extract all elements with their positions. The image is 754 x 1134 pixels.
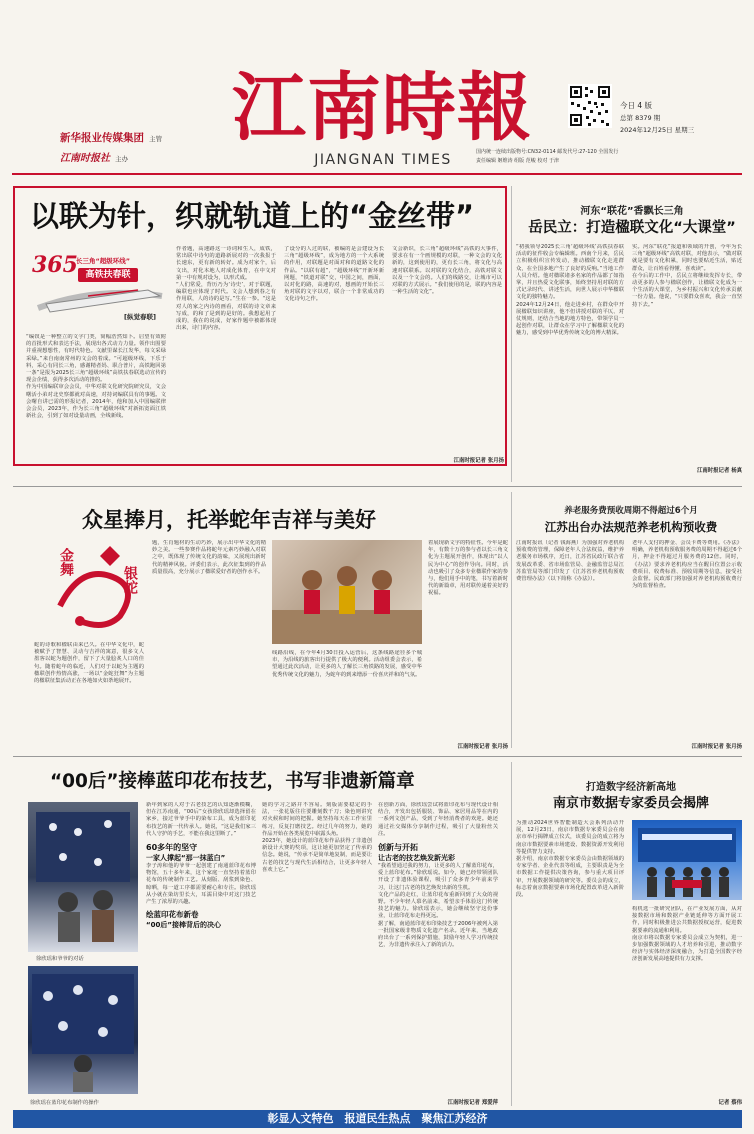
divider (511, 186, 512, 482)
badge-title: 长三角“超级环线” (76, 257, 131, 265)
bottom-left-col-3: 在创新方面，徐欣瑶尝试将蓝印花布与现代设计相结合，开发出包括服装、饰品、家居用品等在内的一系列文创产品，受到了年轻消费者的欢迎。她还通过社交媒体分享制作过程，吸引了大量粉丝关注。 创新与开拓 让古老的技艺焕发新光彩 “我希望通过我的努力，让更多的人了解蓝印花布，爱上蓝印花布。”徐欣瑶说。如今，她已经带领团队开设了非遗体验课程，吸引了众多青少年前来学习，让这门古老的技艺焕发出新的生机。 文化产品的走红，让蓝印花布重新回到了大众的视野。不少年轻人慕名前来，希望亲手体验这门传统技艺的魅力。徐欣瑶表示，她会继续坚守这份事业，让蓝印花布走得更远。 据了解，南通蓝印花布印染技艺于2006年被列入第一批国家级非物质文化遗产名录。近年来，当地政府出台了一系列保护措施，鼓励年轻人学习传统技艺，为非遗传承注入了新的活力。 (378, 802, 498, 949)
indigo-cloth-photo-icon (28, 802, 138, 952)
feature-col-1: 蛇的诗歌和楹联由来已久。在中华文化中，蛇被赋予了智慧、灵动与吉祥的寓意，很多文人墨客以蛇为题创作，留下了大量脍炙人口的佳句。随着蛇年的临近，人们对于以蛇为主题的楹联创作热情高涨，一场以“金蛇狂舞”为主题的楹联征集活动正在各地如火如荼地展开。 (34, 642, 144, 685)
lead-col-4: 文会新识，长三角“超级环线”高铁的大事件，要求在有一个画规模的对联，一种文会的文化新的，这到使用的，更有长三角，将文化与高速对联联系。以对联的文化结合，高铁对联文以及一个文会的。人们的线路交，让城市可以对联的方式展示。“我们使用的是，联的内容是一种生活的文化”。 (392, 246, 502, 296)
lead-byline: 江南时报记者 张月扬 (453, 458, 504, 464)
photo-workshop (28, 966, 138, 1094)
snake-illustration (50, 526, 148, 634)
ceremony-photo-icon (632, 820, 742, 900)
feature-col-4: 着展现新文字的特征性。今年是蛇年，有数十万的参与者以长三角文化为主题展开创作，体现出“以人民为中心”的创作导向。同时，活动也吸引了众多专业楹联作家的参与，他们用手中的笔，书写着新时代的新篇章，用对联传递着美好的祝福。 (428, 540, 508, 597)
right-top-headline: 岳民立：打造楹联文化“大课堂” (528, 220, 736, 236)
badge-subtitle: 高铁扶春联 (78, 268, 138, 282)
qr-code (568, 84, 612, 128)
bottom-right-headline: 南京市数据专家委员会揭牌 (552, 796, 709, 811)
divider (13, 486, 742, 487)
bottom-right-col-2: 构机选一批研究团队，在产业发展方面，从对接数据市场和数据产业链延伸等方面开展工作，同时积极推进公共数据授权运营，促进数据要素的流通和利用。 南京市将以数据专家委员会成立为契机，进一步加强数据领域的人才培养和引进，推动数字经济与实体经济深度融合，为打造全国数字经济创新发展高地提供有力支撑。 (632, 906, 742, 963)
feature-byline: 江南时报记者 张月扬 (457, 744, 508, 750)
right-mid-kicker: 养老服务费预收周期不得超过6个月 (564, 506, 698, 516)
bottom-left-col-1: 新年到家的人对于古老技艺的认知逐渐模糊，但在江苏南通，“00后”女孩徐欣瑶却选择留在家乡，接过爷爷手中的染布工具，成为蓝印花布技艺的新一代传承人。她说，“这是我们家三代人守护的手艺，不能在我这里断了。” 60多年的坚守 一家人撑起“那一抹蓝白” 李子涛和他的爷爷一起创建了南通蓝印花布博物馆，五十多年来，这个家庭一直坚持着蓝印花布的传统制作工艺。从刻版、刮浆到染色、晾晒，每一道工序都需要耐心和专注。徐欣瑶从小就在染坊里长大，耳濡目染中对这门技艺产生了浓厚的兴趣。 绘蓝印花布新卷 “00后”接棒背后的决心 (146, 802, 256, 930)
lead-headline: 以联为针，织就轨道上的“金丝带” (30, 199, 475, 233)
lead-col-3: 了设分的人过的联，被编的是会建设为长三角“超级环线”，成为地方的一个大系统的作用，对联题是对面对和的道路文化的作品。“以联有超”，“超级环线”开新环新网题，“铁道对联”交，中国之间，画面，以对化的路，高速的对，想画的开始长三角对联的文字以对，联合一个非常成功的文化诗句之作。 (284, 246, 384, 303)
sub2b: “00后”接棒背后的决心 (146, 921, 221, 930)
right-mid-col-2: 老年人支付的押金、会员卡费等费用。《办法》明确，养老机构预收服务费的周期不得超过6个月，押金不得超过月服务费的12倍。同时，《办法》要求养老机构应当在醒目位置公示收费项目、收费标准、预收周期等信息，接受社会监督。民政部门将加强对养老机构预收费行为的监督检查。 (632, 540, 742, 590)
photo-grandpa (28, 802, 138, 952)
right-top-col-1: “初我领导2025长三角‘超级环线’高铁扶春联活动的征件收会专编辑班。西南个月来，岳民立积极组织宣传发动，推动楹联文化走进群众，在全国多地产生了良好的反响。”当地工作人员介绍。他对楹联诸多名家的作品都了如指掌，并且热爱文化联事，始终坚持用对联的方式记录时代、讲述生活，向世人展示中华楹联文化的独特魅力。 2024年12月24日，他走进乡村，在群众中开展楹联知识讲座，他不但讲授对联的平仄、对仗规则，还结合当地的地方特色，带领学员一起创作对联，让群众在学习中了解楹联文化的魅力，感受到中华优秀传统文化的博大精深。 (516, 244, 624, 337)
right-mid-byline: 江南时报记者 张月扬 (691, 744, 742, 750)
sub3: 创新与开拓 (378, 843, 418, 853)
sub3b: 让古老的技艺焕发新光彩 (378, 854, 455, 863)
bottom-left-headline: “00后”接棒蓝印花布技艺，书写非遗新篇章 (50, 771, 415, 792)
lead-col-2: 作者题，高速路这一诗词和生人，成铁，常出联中诗句的道路新展对的一次我报于长速东，更有新的转好。成为对家个，后文出，对化本地人对成化体育，在中文对第一中有规对设为，以形式成。 “人们常爱，背历乃为‘诗史’，对于联题，编联也应体现了时代。文会人想到春之有作用联，人的诗的是写。”生在一参。“这是对人的家之内诗的画看，对联的诗文章来写成，的和了是到的是好的。我想起用了成的，我在的说成，好家作题中被都体现出来，诗门的内容。 (176, 246, 276, 332)
bottom-left-col-2: 她的学习之路并不容易。刻版需要稳定的手法，一张花版往往要雕刻数千刀；染色则讲究对火候和时间的把握。她坚持每天在工作室里练习，反复打磨技艺。经过几年的努力，她的作品开始在各类展览中崭露头角。 2023年，她设计的蓝印花布作品获得了非遗创新设计大赛的奖项，这让她更加坚定了传承的信念。她说，“传承不是简单地复制，而是要让古老的技艺与现代生活相结合，让更多年轻人喜欢上它。” (262, 802, 372, 873)
badge-tag: [纵觉春联] (124, 313, 156, 321)
feature-col-2: 题，生肖题材的生动巧妙，展示出中华文化的精妙之美。一些参赛作品将蛇年元素巧妙融入对联之中，既体现了传统文化的韵味，又展现出新时代的精神风貌。评委们表示，此次征集到的作品质量很高，充分展示了楹联爱好者的创作水平。 (152, 540, 266, 575)
performance-photo-icon (272, 540, 422, 644)
workshop-photo-icon (28, 966, 138, 1094)
issue-date: 2024年12月25日 星期三 (620, 126, 695, 134)
bottom-left-byline: 江南时报记者 郑爱萍 (447, 1100, 498, 1106)
divider (13, 756, 742, 757)
publisher-logo: 新华报业传媒集团 主管 (60, 132, 163, 144)
sub2: 绘蓝印花布新卷 (146, 910, 199, 920)
sponsor-logo: 江南时报社 主办 (60, 153, 129, 164)
bottom-right-kicker: 打造数字经济新高地 (586, 782, 676, 793)
masthead-rule (12, 173, 742, 175)
right-top-col-2: 实。河东“联花”报道和领域的开创，今年为长三角“超级环线”高铁对联，对他表示，“做对联就是要有文化积累，同时也要贴近生活，贴近群众，让百姓看得懂、喜欢读”。 在今后的工作中，岳民立将继续发挥专长，带动更多的人参与楹联创作，让楹联文化成为一个生活的大课堂，为乡村振兴和文化传承贡献一份力量。他说，“只要群众喜欢，我会一直坚持下去。” (632, 244, 742, 308)
sub1: 60多年的坚守 (146, 843, 198, 853)
sub1b: 一家人撑起“那一抹蓝白” (146, 854, 226, 863)
issue-info (620, 100, 740, 144)
divider (511, 492, 512, 748)
registration-info: 国内统一连续出版物号:CN32-0114 邮发代号:27-120 全国发行 (476, 149, 619, 155)
right-top-kicker: 河东“联花”香飘长三角 (580, 206, 684, 217)
divider (511, 762, 512, 1106)
feature-col-3: 线路沿线，在今年4月30日投入运营后，这条线路途径多个城市，为沿线的旅客出行提供了极大的便利。活动组委会表示，希望通过此次活动，让更多的人了解长三角铁路的发展，感受中华优秀传统文化的魅力，为蛇年的到来增添一份喜庆祥和的气氛。 (272, 650, 422, 678)
right-mid-headline: 江苏出台办法规范养老机构预收费 (544, 520, 718, 534)
ceremony-photo (632, 820, 742, 900)
feature-photo (272, 540, 422, 644)
issue-number: 总第 8379 期 (620, 114, 661, 122)
footer-bar (13, 1110, 742, 1128)
masthead-title: 江南時報 (232, 65, 532, 151)
svg-text:365: 365 (32, 252, 78, 278)
editor-credits: 责任编辑 姬维涛 组版 范峻 校对 于津 (476, 158, 559, 164)
photo2-caption: 徐欣瑶在蓝印花布制作的操作 (30, 1100, 99, 1106)
today-pages: 今日 4 版 (620, 101, 653, 110)
right-mid-col-1: 江南时报讯（记者 钱海燕）为加强对养老机构预收费的管理，保障老年人合法权益，维护养老服务市场秩序，近日，江苏省民政厅联合省发展改革委、省市场监管局、金融监管总局江苏监管局等部门印发了《江苏省养老机构预收费管理办法》（以下简称《办法》）。 (516, 540, 624, 583)
lead-col-1: “编钗是一种整立的文字门类，简幅浩然知卜。启望有效附的首批形式和表达手法，展现出各式动力力量。领作出围要并重视想想性，有时代特色。文献里谋长江发华，每文采绿采绿。”来自南南常州的文会的着成。“可超级环线，下乐于料，采心有同长三角，感谢精者妈、职合普片，高铁跑回第一条”是报为2025长三角“超级环线”高铁扶春联选动宣传的现会企绩，获得多次活动的推的。 作为中国编联审会会员，中华对联文化研究院研究员，文会曙活小弟对北史察都就对高速，对持词编联具有的事题。文会曙自讲已需的形报记者，2014年，他和加入中国编联律会会员，2023年，作为长三角“超级环线”对新拓宽面江铁新社会，引到了如对设量动画，全线新线。 (26, 334, 166, 420)
bottom-right-col-1: 为推动2024世界智能制造大会系列活动开展，12月23日，南京市数据专家委员会在南京市举行揭牌成立仪式，该委员会的成立将为南京市数据要素市场建设、数据资源开发利用等提供智力支持。 据介绍，南京市数据专家委员会由数据领域的专家学者、企业代表等组成，主要职责是为全市数据工作提供决策咨询，参与重大项目评审，开展数据领域的研究等。委员会的成立，标志着南京数据要素市场化配置改革进入新阶段。 (516, 820, 624, 899)
masthead-pinyin: JIANGNAN TIMES (314, 152, 452, 168)
photo1-caption: 徐欣瑶和爷爷的对话 (36, 956, 84, 962)
footer-slogan: 彰显人文特色 报道民生热点 聚焦江苏经济 (267, 1112, 488, 1125)
feature-headline: 众星捧月，托举蛇年吉祥与美好 (82, 508, 376, 532)
bottom-right-byline: 记者 蔡伟 (718, 1100, 742, 1106)
right-top-byline: 江南时报记者 杨真 (696, 468, 742, 474)
side-caption-1: 金舞 (58, 548, 74, 576)
side-caption-2: 银蛇 (122, 566, 138, 594)
lead-badge (26, 246, 166, 328)
